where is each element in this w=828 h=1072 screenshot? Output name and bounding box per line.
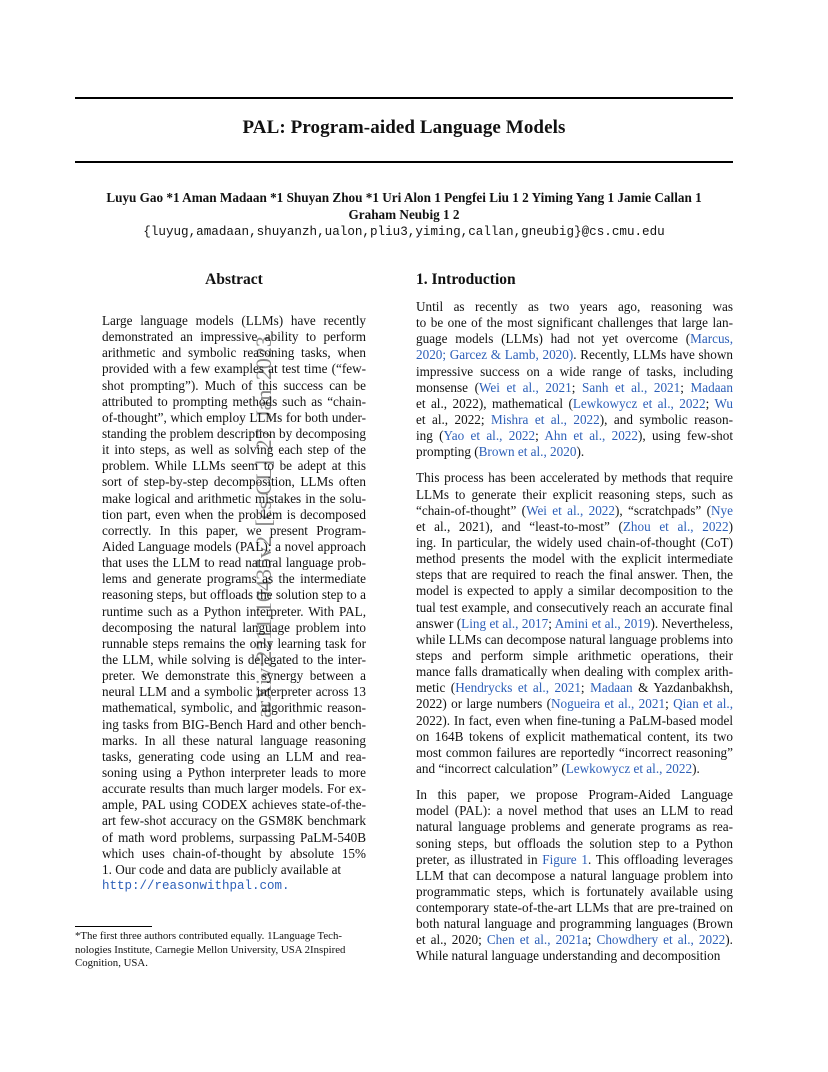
abstract-line: problem. While LLMs seem to be adept at this bbox=[102, 458, 366, 474]
arxiv-stamp: arXiv:2211.10435v2 [cs.CL] 27 Jan 2023 bbox=[251, 336, 276, 718]
paragraph-line: LLM that can decompose a natural language problem into bbox=[416, 867, 733, 883]
paragraph-line: et al., 2020; Chen et al., 2021a; Chowdhery et al., 2022). bbox=[416, 932, 733, 948]
paragraph-line: prompting (Brown et al., 2020). bbox=[416, 444, 585, 460]
paragraph-line: 2022). In fact, even when fine-tuning a PaLM-based model bbox=[416, 712, 733, 728]
abstract-line: it into steps, as well as solving each step of the bbox=[102, 442, 366, 458]
abstract-line: attributed to prompting methods such as “chain- bbox=[102, 393, 366, 409]
introduction-heading: 1. Introduction bbox=[416, 271, 516, 288]
abstract-line: Large language models (LLMs) have recently bbox=[102, 313, 366, 328]
abstract-line: ample, PAL using CODEX achieves state-of-the- bbox=[102, 797, 366, 813]
paragraph-line: method presents the model with the explicit intermediate bbox=[416, 551, 733, 567]
abstract-line: which uses chain-of-thought by absolute 15% bbox=[102, 845, 366, 861]
abstract-line: ing tasks from BIG-Bench Hard and other bench- bbox=[102, 716, 366, 732]
paragraph-line: mance falls dramatically when dealing with complex arith- bbox=[416, 664, 733, 680]
abstract-line: reasoning steps, but offloads the solution step to a bbox=[102, 587, 366, 603]
abstract-line: sort of step-by-step decomposition, LLMs often bbox=[102, 474, 366, 490]
abstract-line: neural LLM and a symbolic interpreter across 13 bbox=[102, 684, 366, 700]
paragraph-line: soning steps, but offloads the solution step to a Python bbox=[416, 835, 733, 851]
author-emails: {luyug,amadaan,shuyanzh,ualon,pliu3,yiming,callan,gneubig}@cs.cmu.edu bbox=[143, 225, 665, 239]
paragraph-line: This process has been accelerated by methods that require bbox=[416, 470, 733, 486]
abstract-line: 1. Our code and data are publicly available at bbox=[102, 861, 342, 877]
abstract-line: preter. We demonstrate this synergy between a bbox=[102, 668, 366, 684]
paragraph-line: 2022) or large numbers (Nogueira et al., 2021; Qian et al., bbox=[416, 696, 733, 712]
paragraph-line: LLMs to generate their explicit reasoning steps, such as bbox=[416, 486, 733, 502]
paragraph-line: preter, as illustrated in Figure 1. This offloading leverages bbox=[416, 851, 733, 867]
project-url-link[interactable]: http://reasonwithpal.com. bbox=[102, 878, 290, 893]
paragraph-line: contemporary state-of-the-art LLMs that are pre-trained on bbox=[416, 900, 733, 916]
abstract-line: provided with a few examples at test time (“few- bbox=[102, 361, 366, 377]
abstract-line: marks. In all these natural language reasoning bbox=[102, 732, 366, 748]
abstract-line: standing the problem description by decomposing bbox=[102, 425, 366, 441]
paragraph-line: model is expected to apply a similar decomposition to the bbox=[416, 583, 733, 599]
authors-line-1: Luyu Gao *1 Aman Madaan *1 Shuyan Zhou *1 Uri Alon 1 Pengfei Liu 1 2 Yiming Yang 1 Jamie Callan 1 bbox=[106, 190, 702, 205]
abstract-line: arithmetic and symbolic reasoning tasks, when bbox=[102, 345, 366, 361]
paragraph-line: et al., 2021), and “least-to-most” (Zhou et al., 2022) bbox=[416, 518, 733, 534]
paragraph-line: impressive success on a wide range of tasks, including bbox=[416, 363, 733, 379]
author-list bbox=[75, 189, 733, 223]
abstract-line: that uses the LLM to read natural language prob- bbox=[102, 555, 366, 571]
abstract-lines bbox=[102, 313, 366, 878]
abstract-line: shot prompting”). Much of this success can be bbox=[102, 377, 366, 393]
title-top-rule bbox=[75, 97, 733, 99]
abstract-line: correctly. In this paper, we present Program- bbox=[102, 522, 366, 538]
paragraph-line: monsense (Wei et al., 2021; Sanh et al., 2021; Madaan bbox=[416, 379, 733, 395]
paragraph-line: et al., 2022), mathematical (Lewkowycz et al., 2022; Wu bbox=[416, 395, 733, 411]
abstract-line: tasks, generating code using an LLM and rea- bbox=[102, 748, 366, 764]
paragraph-line: model (PAL): a novel method that uses an LLM to read bbox=[416, 803, 733, 819]
abstract-line: lems and generate programs as the intermediate bbox=[102, 571, 366, 587]
abstract-body bbox=[102, 313, 366, 894]
intro-paragraph-3 bbox=[416, 787, 733, 965]
paragraph-line: while LLMs can decompose natural language problems into bbox=[416, 631, 733, 647]
paragraph-line: ing (Yao et al., 2022; Ahn et al., 2022), using few-shot bbox=[416, 428, 733, 444]
footnote-rule bbox=[75, 926, 152, 927]
abstract-line: decomposing the natural language problem into bbox=[102, 619, 366, 635]
abstract-line: runtime such as a Python interpreter. With PAL, bbox=[102, 603, 366, 619]
abstract-line: runnable steps remains the only learning task for bbox=[102, 635, 366, 651]
intro-paragraph-2 bbox=[416, 470, 733, 777]
paragraph-line: natural language problems and generate programs as rea- bbox=[416, 819, 733, 835]
footnote bbox=[75, 930, 395, 971]
abstract-line: of math word problems, surpassing PaLM-540B bbox=[102, 829, 366, 845]
abstract-line: art few-shot accuracy on the GSM8K benchmark bbox=[102, 813, 366, 829]
paper-title: PAL: Program-aided Language Models bbox=[242, 117, 566, 138]
footnote-line: *The first three authors contributed equally. 1Language Tech- bbox=[75, 930, 342, 942]
footnote-line: nologies Institute, Carnegie Mellon University, USA 2Inspired bbox=[75, 943, 346, 956]
paragraph-line: While natural language understanding and decomposition bbox=[416, 948, 721, 964]
abstract-line: make logical and arithmetic mistakes in the solu- bbox=[102, 490, 366, 506]
paragraph-line: In this paper, we propose Program-Aided Language bbox=[416, 787, 733, 803]
paragraph-line: guage models (LLMs) had not yet overcome (Marcus, bbox=[416, 331, 733, 347]
intro-paragraph-1 bbox=[416, 299, 733, 460]
abstract-line: mathematical, symbolic, and algorithmic reason- bbox=[102, 700, 366, 716]
abstract-line: of-thought”, which employ LLMs for both under- bbox=[102, 409, 366, 425]
introduction-body bbox=[416, 299, 733, 965]
abstract-line: the LLM, while solving is delegated to the inter- bbox=[102, 651, 366, 667]
abstract-line: accurate results than much larger models. For ex- bbox=[102, 781, 366, 797]
paragraph-line: steps and perform simple arithmetic operations, their bbox=[416, 647, 733, 663]
abstract-line: soning using a Python interpreter leads to more bbox=[102, 764, 366, 780]
paragraph-line: ing. In particular, the widely used chain-of-thought (CoT) bbox=[416, 534, 733, 550]
paragraph-line: most common failures are reportedly “incorrect reasoning” bbox=[416, 744, 733, 760]
title-bottom-rule bbox=[75, 161, 733, 163]
abstract-line: tion part, even when the problem is decomposed bbox=[102, 506, 366, 522]
abstract-line: demonstrated an impressive ability to perform bbox=[102, 329, 366, 345]
paragraph-line: programmatic steps, which is fortunately available using bbox=[416, 883, 733, 899]
paragraph-line: both natural language and programming languages (Brown bbox=[416, 916, 733, 932]
paragraph-line: and “incorrect calculation” (Lewkowycz et al., 2022). bbox=[416, 760, 700, 776]
paragraph-line: “chain-of-thought” (Wei et al., 2022), “scratchpads” (Nye bbox=[416, 502, 733, 518]
paragraph-line: metic (Hendrycks et al., 2021; Madaan & Yazdanbakhsh, bbox=[416, 680, 733, 696]
abstract-line: Aided Language models (PAL): a novel approach bbox=[102, 538, 366, 554]
abstract-heading: Abstract bbox=[205, 271, 263, 288]
paragraph-line: to be one of the most significant challenges that large lan- bbox=[416, 315, 733, 331]
paragraph-line: answer (Ling et al., 2017; Amini et al., 2019). Nevertheless, bbox=[416, 615, 733, 631]
paragraph-line: tual test example, and consecutively reach an accurate final bbox=[416, 599, 733, 615]
paragraph-line: on 164B tokens of explicit mathematical content, its two bbox=[416, 728, 733, 744]
paragraph-line: 2020; Garcez & Lamb, 2020). Recently, LLMs have shown bbox=[416, 347, 733, 363]
authors-line-2: Graham Neubig 1 2 bbox=[348, 207, 460, 222]
paragraph-line: Until as recently as two years ago, reasoning was bbox=[416, 299, 733, 314]
paragraph-line: steps that are required to reach the final answer. Then, the bbox=[416, 567, 733, 583]
footnote-line: Cognition, USA. bbox=[75, 957, 148, 970]
paragraph-line: et al., 2022; Mishra et al., 2022), and symbolic reason- bbox=[416, 411, 733, 427]
